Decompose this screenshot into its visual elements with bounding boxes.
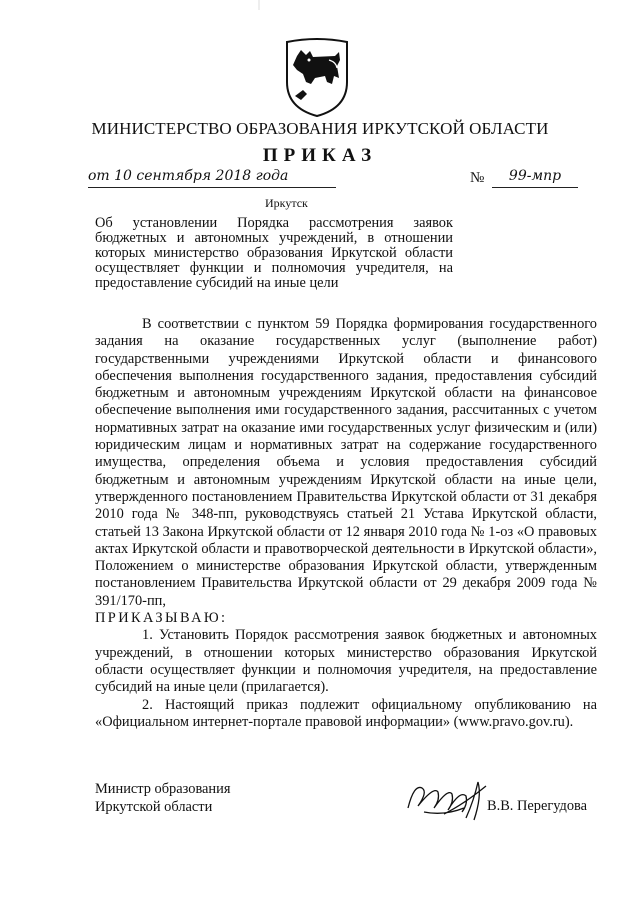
order-item-2: 2. Настоящий приказ подлежит официальному опубликованию на «Официальном интернет-портале правовой информации» (www.pravo.gov.ru). [95, 696, 597, 730]
document-subject: Об установлении Порядка рассмотрения заявок бюджетных и автономных учреждений, в отношении которых министерство образования Иркутской области осуществляет функции и полномочия учредителя, на предоставление субсидий на иные цели [95, 215, 453, 291]
scan-mark [258, 0, 260, 10]
irkutsk-coat-of-arms-icon [273, 38, 361, 118]
document-body [95, 316, 597, 731]
document-date [88, 168, 336, 188]
document-number: 99-мпр [492, 168, 578, 188]
document-type-title: ПРИКАЗ [262, 145, 378, 166]
city: Иркутск [265, 196, 308, 210]
position-line-2: Иркутской области [95, 799, 213, 815]
number-label: № [470, 170, 485, 186]
handwritten-signature-icon [404, 778, 496, 822]
position-line-1: Министр образования [95, 781, 231, 797]
date-handwritten: от 10 сентября 2018 года [88, 168, 289, 184]
ministry-name: МИНИСТЕРСТВО ОБРАЗОВАНИЯ ИРКУТСКОЙ ОБЛАСТИ [91, 119, 549, 138]
signatory-name: В.В. Перегудова [487, 798, 588, 814]
preamble-paragraph: В соответствии с пунктом 59 Порядка формирования государственного задания на оказание государственных услуг (выполнение работ) государственными учреждениями Иркутской области и финансового обеспечения выполнения государственного задания, предоставления субсидий бюджетным и автономным учреждениям Иркутской области на финансовое обеспечение выполнения ими государственного задания, рассчитанных с учетом нормативных затрат на оказание ими государственных услуг физическим и (или) юридическим лицам и нормативных затрат на содержание государственного имущества, определения объема и условия предоставления субсидий бюджетным и автономным учреждениям Иркутской области на иные цели, утвержденного постановлением Правительства Иркутской области от 31 декабря 2010 года № 348-пп, руководствуясь статьей 21 Устава Иркутской области, статьей 13 Закона Иркутской области от 12 января 2010 года № 1-оз «О правовых актах Иркутской области и правотворческой деятельности в Иркутской области», Положением о министерстве образования Иркутской области, утвержденным постановлением Правительства Иркутской области от 29 декабря 2009 года № 391/170-пп, [95, 316, 597, 609]
order-keyword: ПРИКАЗЫВАЮ: [95, 610, 228, 627]
signatory-position [95, 780, 230, 816]
order-item-1: 1. Установить Порядок рассмотрения заявок бюджетных и автономных учреждений, в отношении которых министерство образования Иркутской области осуществляет функции и полномочия учредителя, на предоставление субсидий на иные цели (прилагается). [95, 627, 597, 696]
